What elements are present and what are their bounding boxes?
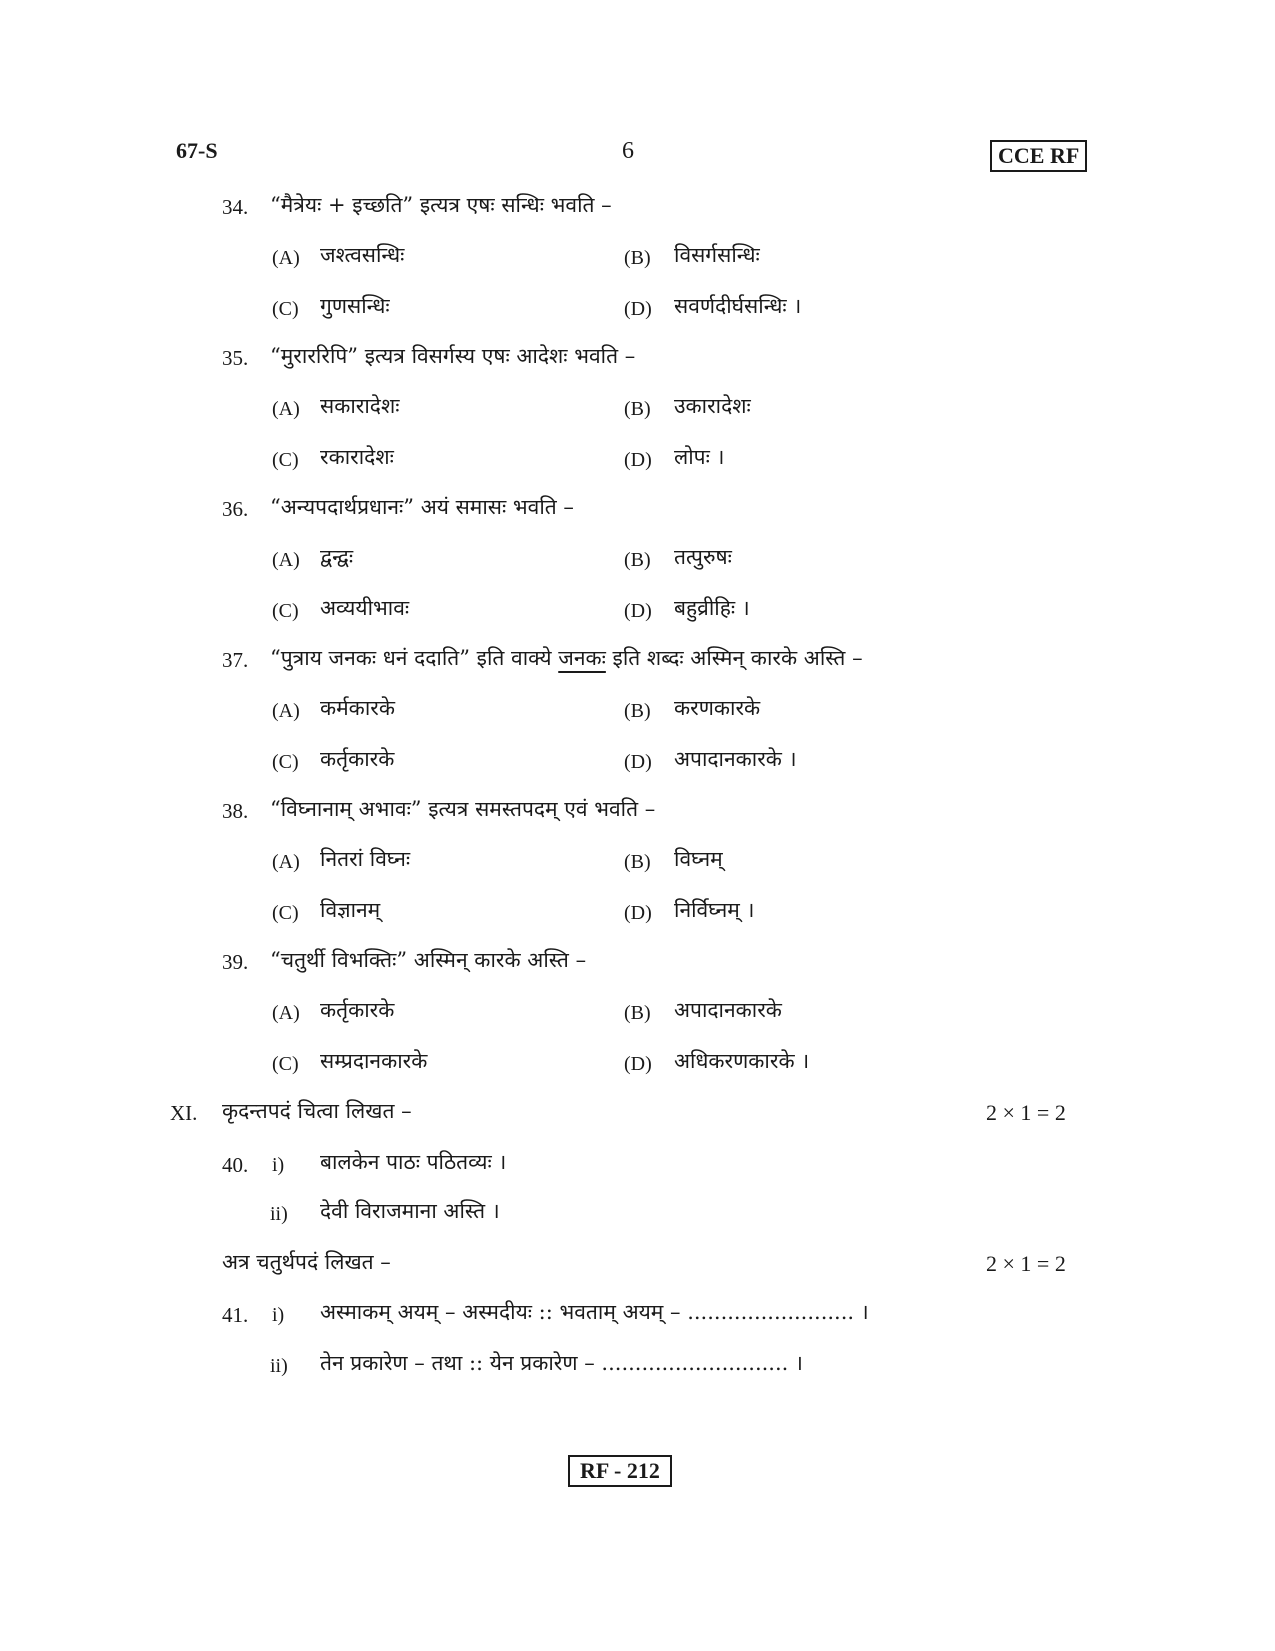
option-text: बहुव्रीहिः । [674,596,750,620]
option-text: निर्विघ्नम् । [674,898,755,922]
option-label: (D) [624,298,652,320]
option-label: (D) [624,449,652,471]
option-label: (B) [624,247,651,269]
question-number: 34. [222,195,249,219]
question-text [270,643,863,673]
option-text: करणकारके [674,696,761,720]
option-text: सम्प्रदानकारके [320,1049,428,1073]
option-label: (B) [624,700,651,722]
section-marks: 2 × 1 = 2 [986,1251,1066,1276]
option-label: (D) [624,1053,652,1075]
option-text: कर्तृकारके [320,747,395,771]
series-box: CCE RF [990,140,1087,172]
section-marks: 2 × 1 = 2 [986,1100,1066,1125]
option-text: विसर्गसन्धिः [674,243,760,267]
option-text: नितरां विघ्नः [320,847,411,871]
option-label: (A) [272,398,300,420]
subpart-text: तेन प्रकारेण – तथा :: येन प्रकारेण – ............................ । [320,1351,803,1375]
option-label: (B) [624,549,651,571]
footer-code: RF - 212 [568,1455,672,1487]
option-label: (C) [272,298,299,320]
option-label: (D) [624,902,652,924]
question-text: “विघ्नानाम् अभावः” इत्यत्र समस्तपदम् एवं भवति – [270,797,656,821]
subpart-label: i) [272,1154,285,1176]
option-label: (C) [272,1053,299,1075]
option-label: (D) [624,600,652,622]
paper-code: 67-S [176,138,218,163]
question-text: “अन्यपदार्थप्रधानः” अयं समासः भवति – [270,495,574,519]
question-text: “चतुर्थी विभक्तिः” अस्मिन् कारके अस्ति – [270,948,587,972]
subpart-text: अस्माकम् अयम् – अस्मदीयः :: भवताम् अयम् – ......................... । [320,1300,869,1324]
option-text: कर्तृकारके [320,998,395,1022]
question-text: “मैत्रेयः + इच्छति” इत्यत्र एषः सन्धिः भवति – [270,193,612,217]
page-number: 6 [622,138,634,164]
option-label: (D) [624,751,652,773]
question-number: 39. [222,950,249,974]
option-text: सकारादेशः [320,394,400,418]
subpart-label: ii) [270,1203,288,1225]
question-number: 38. [222,799,249,823]
option-label: (B) [624,1002,651,1024]
option-text: तत्पुरुषः [674,545,732,569]
subpart-text: देवी विराजमाना अस्ति । [320,1199,500,1223]
option-text: अपादानकारके । [674,747,797,771]
option-text: लोपः । [674,445,725,469]
question-text-post: इति शब्दः अस्मिन् कारके अस्ति – [605,646,863,670]
option-text: जश्त्वसन्धिः [320,243,405,267]
option-text: सवर्णदीर्घसन्धिः । [674,294,802,318]
option-label: (C) [272,449,299,471]
option-text: रकारादेशः [320,445,394,469]
option-label: (C) [272,600,299,622]
option-label: (C) [272,902,299,924]
option-label: (A) [272,700,300,722]
section-number: XI. [170,1101,198,1125]
option-text: विघ्नम् [674,847,723,871]
option-text: अपादानकारके [674,998,782,1022]
question-text: “मुराररिपि” इत्यत्र विसर्गस्य एषः आदेशः भवति – [270,344,636,368]
option-label: (A) [272,851,300,873]
question-number: 37. [222,648,249,672]
section-instruction: कृदन्तपदं चित्वा लिखत – [222,1099,412,1123]
option-label: (B) [624,851,651,873]
question-number: 40. [222,1153,249,1177]
question-number: 41. [222,1303,249,1327]
option-label: (A) [272,549,300,571]
option-text: उकारादेशः [674,394,751,418]
question-text-pre: “पुत्राय जनकः धनं ददाति” इति वाक्ये [270,646,559,670]
subpart-label: i) [272,1304,285,1326]
option-text: द्वन्द्वः [320,545,354,569]
question-number: 36. [222,497,249,521]
option-label: (A) [272,247,300,269]
option-label: (B) [624,398,651,420]
underlined-word: जनकः [558,646,606,670]
option-text: गुणसन्धिः [320,294,390,318]
question-number: 35. [222,346,249,370]
option-label: (C) [272,751,299,773]
option-text: अधिकरणकारके । [674,1049,810,1073]
option-text: विज्ञानम् [320,898,381,922]
option-text: अव्ययीभावः [320,596,410,620]
option-text: कर्मकारके [320,696,395,720]
section-instruction: अत्र चतुर्थपदं लिखत – [222,1250,391,1274]
option-label: (A) [272,1002,300,1024]
subpart-label: ii) [270,1355,288,1377]
subpart-text: बालकेन पाठः पठितव्यः । [320,1150,507,1174]
